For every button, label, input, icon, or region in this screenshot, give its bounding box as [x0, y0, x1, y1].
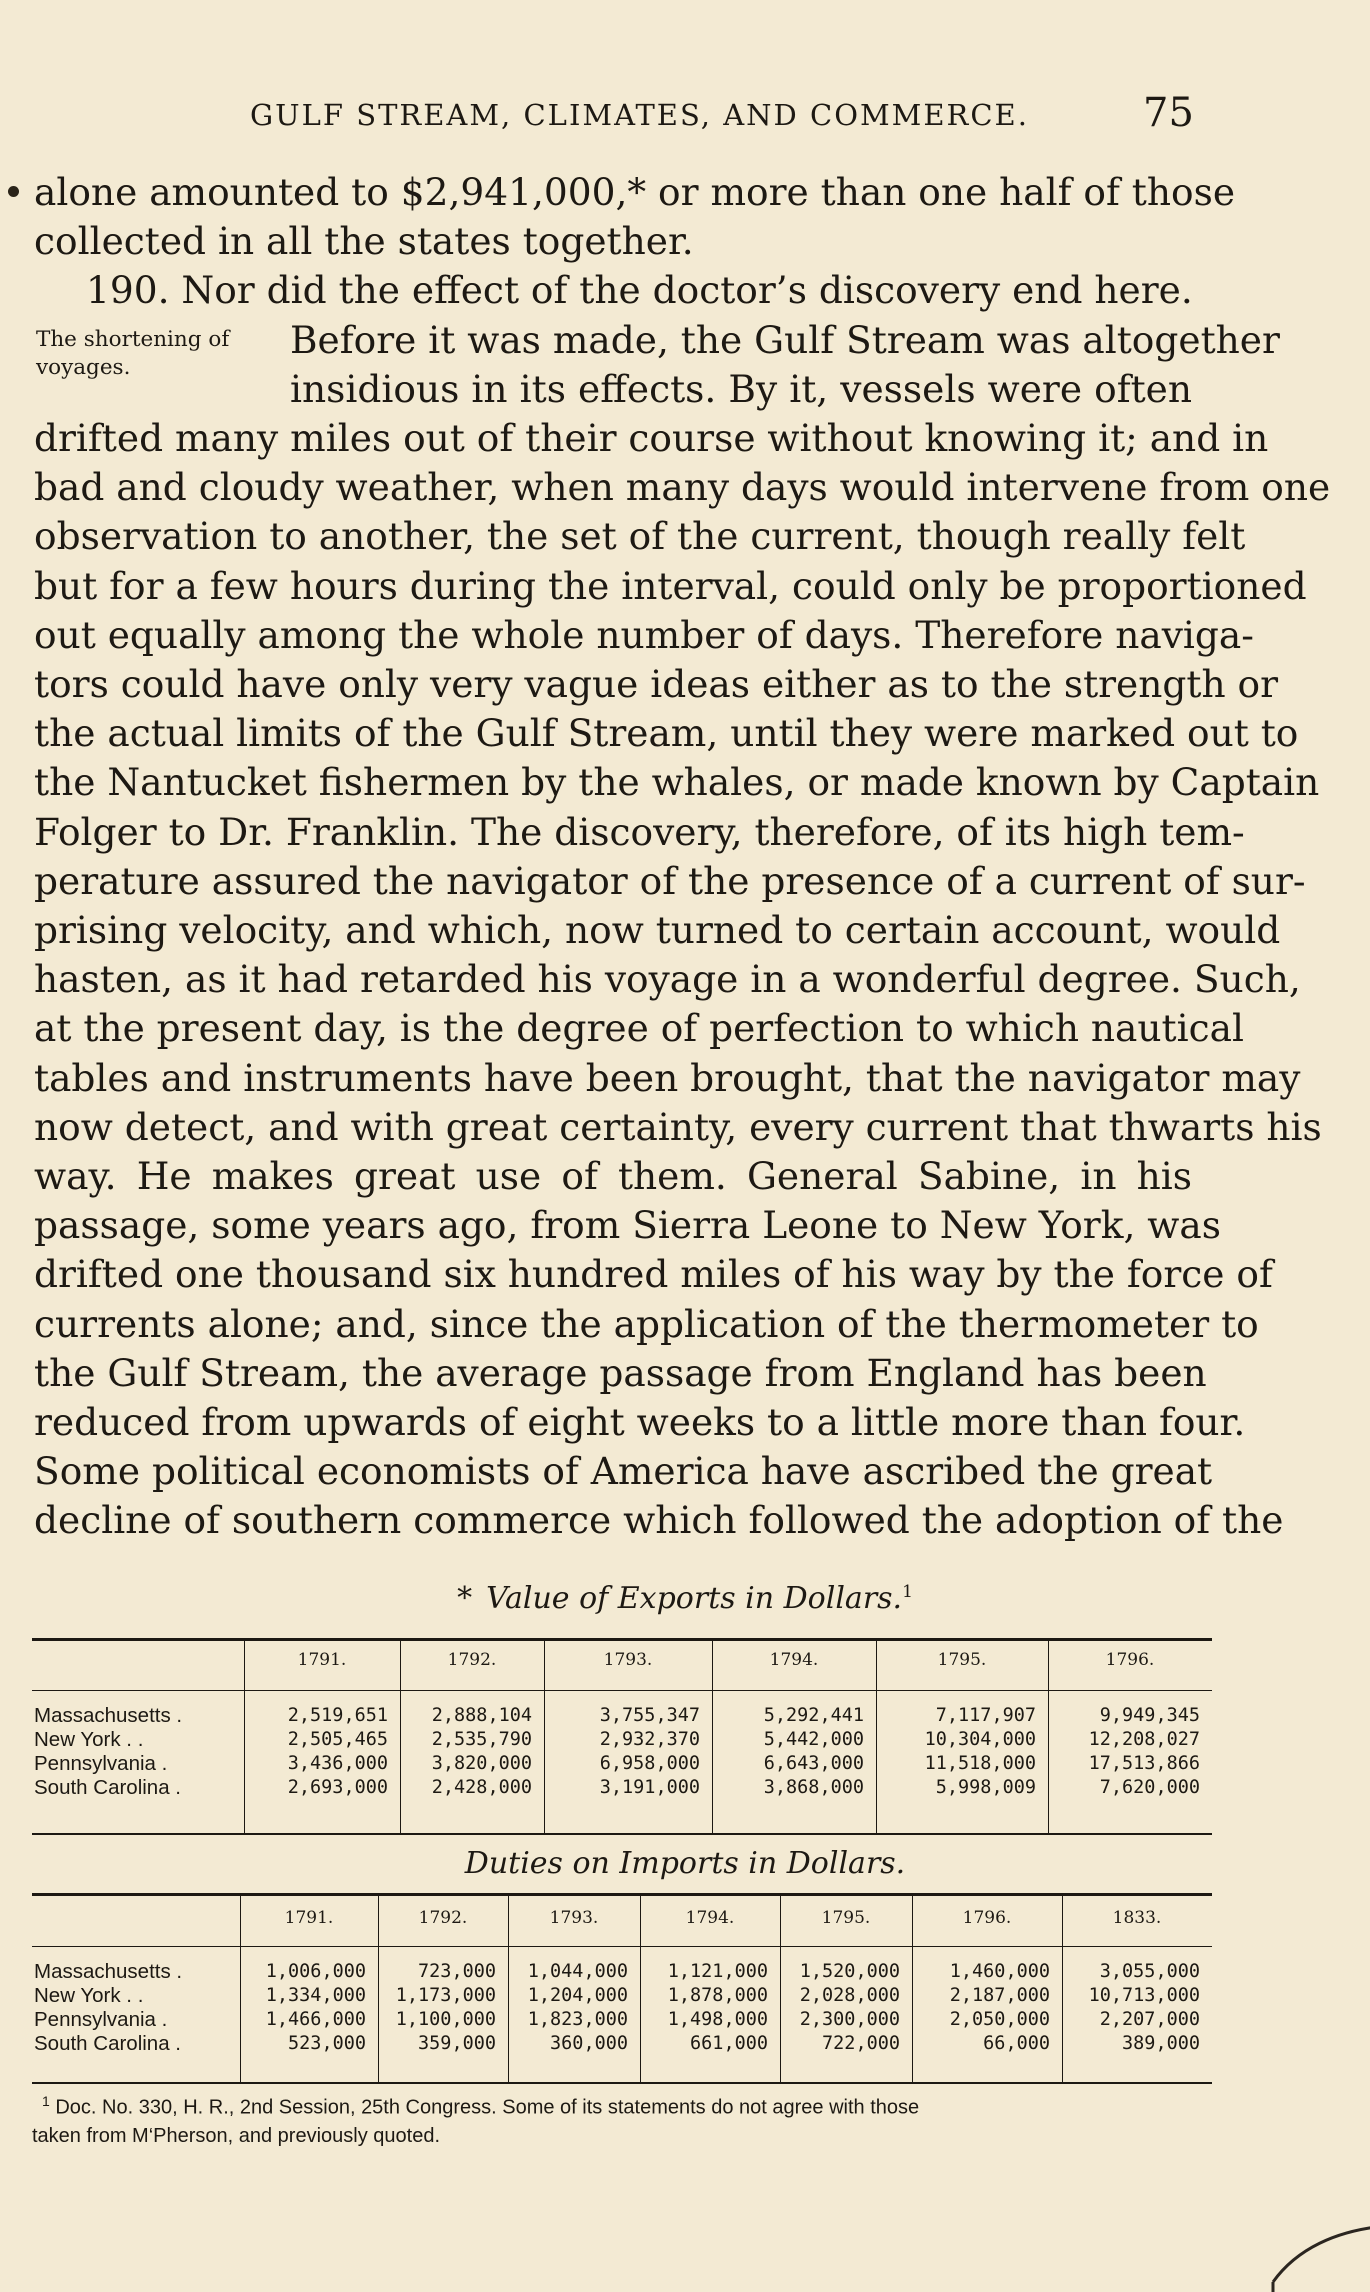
table-cell: 523,000 — [288, 2033, 366, 2054]
year-header: 1792. — [447, 1650, 497, 1670]
table-cell: 1,204,000 — [527, 1985, 628, 2006]
table-cell: 1,460,000 — [949, 1961, 1050, 1982]
body-line: passage, some years ago, from Sierra Leone to New York, was — [34, 1203, 1221, 1248]
table-cell: 6,958,000 — [599, 1753, 700, 1774]
table-cell: 5,998,009 — [935, 1777, 1036, 1798]
table-cell: 7,620,000 — [1099, 1777, 1200, 1798]
table-cell: 10,304,000 — [924, 1729, 1036, 1750]
table-cell: 389,000 — [1122, 2033, 1200, 2054]
table-cell: 1,100,000 — [395, 2009, 496, 2030]
table-bottom-rule — [32, 2082, 1212, 2084]
body-line: drifted one thousand six hundred miles of his way by the force of — [34, 1252, 1273, 1297]
body-line: prising velocity, and which, now turned to certain account, would — [34, 908, 1281, 952]
year-header: 1793. — [549, 1908, 599, 1928]
body-line: decline of southern commerce which followed the adoption of the — [34, 1498, 1284, 1543]
body-line: collected in all the states together. — [34, 219, 694, 264]
bullet-dot-icon — [8, 186, 19, 197]
state-name: Massachusetts . — [34, 1960, 183, 1983]
body-line: tors could have only very vague ideas either as to the strength or — [34, 662, 1279, 706]
table-cell: 1,823,000 — [527, 2009, 628, 2030]
body-line: Some political economists of America have ascribed the great — [34, 1449, 1213, 1494]
state-name: South Carolina . — [34, 2032, 182, 2055]
body-line: 190. Nor did the effect of the doctor’s discovery end here. — [86, 268, 1193, 313]
footnote — [32, 2087, 1212, 2150]
state-name: Massachusetts . — [34, 1704, 183, 1727]
body-line: hasten, as it had retarded his voyage in a wonderful degree. Such, — [34, 957, 1301, 1002]
table-cell: 360,000 — [550, 2033, 628, 2054]
table-cell: 2,505,465 — [287, 1729, 388, 1750]
caption-footnote-ref: 1 — [902, 1582, 913, 1602]
table-cell: 723,000 — [418, 1961, 496, 1982]
state-name: Pennsylvania . — [34, 1752, 168, 1775]
table-cell: 2,693,000 — [287, 1777, 388, 1798]
table-cell: 2,535,790 — [431, 1729, 532, 1750]
body-line: now detect, and with great certainty, every current that thwarts his — [34, 1104, 1322, 1149]
table-cell: 3,755,347 — [599, 1705, 700, 1726]
table-cell: 2,207,000 — [1099, 2009, 1200, 2030]
table-cell: 1,466,000 — [265, 2009, 366, 2030]
body-line: the actual limits of the Gulf Stream, until they were marked out to — [34, 711, 1299, 756]
table-cell: 2,050,000 — [949, 2009, 1050, 2030]
body-line: the Nantucket fishermen by the whales, or made known by Captain — [34, 760, 1320, 805]
table-cell: 5,442,000 — [763, 1729, 864, 1750]
footnote-marker: 1 — [42, 2093, 50, 2109]
table-cell: 722,000 — [822, 2033, 900, 2054]
exports-caption — [0, 1581, 1370, 1616]
table-cell: 2,300,000 — [799, 2009, 900, 2030]
table-cell: 1,121,000 — [667, 1961, 768, 1982]
year-header: 1791. — [284, 1908, 334, 1928]
year-header: 1795. — [937, 1650, 987, 1670]
pencil-mark-decoration — [1268, 2222, 1370, 2292]
margin-note-line: voyages. — [36, 354, 131, 380]
table-cell: 11,518,000 — [924, 1753, 1036, 1774]
body-line: drifted many miles out of their course without knowing it; and in — [34, 416, 1269, 460]
state-name: New York . . — [34, 1728, 144, 1751]
duties-caption-text: Duties on Imports in Dollars. — [464, 1846, 906, 1881]
state-name: South Carolina . — [34, 1776, 182, 1799]
table-bottom-rule — [32, 1833, 1212, 1835]
body-line: perature assured the navigator of the presence of a current of sur- — [34, 858, 1306, 903]
table-cell: 3,055,000 — [1099, 1961, 1200, 1982]
caption-asterisk: * — [457, 1581, 473, 1616]
table-cell: 5,292,441 — [763, 1705, 864, 1726]
body-line: observation to another, the set of the current, though really felt — [34, 514, 1246, 559]
year-header: 1796. — [1105, 1650, 1155, 1670]
table-cell: 2,932,370 — [599, 1729, 700, 1750]
body-line: Before it was made, the Gulf Stream was altogether — [290, 317, 1280, 362]
body-line: bad and cloudy weather, when many days would intervene from one — [34, 465, 1331, 510]
table-cell: 2,888,104 — [431, 1705, 532, 1726]
body-line: insidious in its effects. By it, vessels were often — [290, 366, 1192, 411]
table-cell: 2,519,651 — [287, 1705, 388, 1726]
body-line: currents alone; and, since the application of the thermometer to — [34, 1301, 1259, 1346]
table-cell: 66,000 — [983, 2033, 1050, 2054]
year-header: 1794. — [685, 1908, 735, 1928]
table-cell: 1,173,000 — [395, 1985, 496, 2006]
body-line: alone amounted to $2,941,000,* or more than one half of those — [34, 170, 1236, 214]
table-cell: 2,428,000 — [431, 1777, 532, 1798]
table-cell: 1,006,000 — [265, 1961, 366, 1982]
duties-caption — [0, 1846, 1370, 1881]
table-top-rule — [32, 1893, 1212, 1896]
table-cell: 7,117,907 — [935, 1705, 1036, 1726]
body-line: reduced from upwards of eight weeks to a little more than four. — [34, 1400, 1246, 1444]
exports-caption-text: Value of Exports in Dollars. — [486, 1581, 903, 1616]
table-cell: 359,000 — [418, 2033, 496, 2054]
table-header-rule — [32, 1690, 1212, 1691]
table-header-rule — [32, 1946, 1212, 1947]
table-top-rule — [32, 1638, 1212, 1641]
table-cell: 9,949,345 — [1099, 1705, 1200, 1726]
table-cell: 3,436,000 — [287, 1753, 388, 1774]
body-line: tables and instruments have been brought, that the navigator may — [34, 1055, 1301, 1100]
year-header: 1795. — [821, 1908, 871, 1928]
margin-note-line: The shortening of — [36, 326, 230, 352]
footnote-line-1: Doc. No. 330, H. R., 2nd Session, 25th Congress. Some of its statements do not agree with those — [55, 2096, 920, 2119]
year-header: 1794. — [769, 1650, 819, 1670]
state-name: New York . . — [34, 1984, 144, 2007]
margin-note — [36, 326, 229, 382]
table-cell: 6,643,000 — [763, 1753, 864, 1774]
table-cell: 661,000 — [690, 2033, 768, 2054]
table-cell: 3,191,000 — [599, 1777, 700, 1798]
body-line: way. He makes great use of them. General Sabine, in his — [34, 1154, 1192, 1198]
table-cell: 2,187,000 — [949, 1985, 1050, 2006]
table-cell: 1,334,000 — [265, 1985, 366, 2006]
running-header — [0, 90, 1370, 140]
body-line: the Gulf Stream, the average passage from England has been — [34, 1350, 1207, 1395]
state-name: Pennsylvania . — [34, 2008, 168, 2031]
year-header: 1793. — [603, 1650, 653, 1670]
year-header: 1791. — [297, 1650, 347, 1670]
footnote-line-2: taken from M‘Pherson, and previously quoted. — [32, 2124, 440, 2147]
table-cell: 10,713,000 — [1088, 1985, 1200, 2006]
body-line: Folger to Dr. Franklin. The discovery, therefore, of its high tem- — [34, 809, 1245, 854]
body-line: at the present day, is the degree of perfection to which nautical — [34, 1006, 1244, 1051]
body-line: but for a few hours during the interval, could only be proportioned — [34, 563, 1307, 608]
year-header: 1792. — [418, 1908, 468, 1928]
page-number: 75 — [1143, 90, 1194, 136]
table-cell: 17,513,866 — [1088, 1753, 1200, 1774]
year-header: 1796. — [962, 1908, 1012, 1928]
table-cell: 1,044,000 — [527, 1961, 628, 1982]
table-cell: 2,028,000 — [799, 1985, 900, 2006]
year-header: 1833. — [1112, 1908, 1162, 1928]
table-cell: 1,878,000 — [667, 1985, 768, 2006]
running-title: GULF STREAM, CLIMATES, AND COMMERCE. — [250, 98, 1029, 132]
table-cell: 3,820,000 — [431, 1753, 532, 1774]
table-cell: 12,208,027 — [1088, 1729, 1200, 1750]
body-line: out equally among the whole number of days. Therefore naviga- — [34, 612, 1254, 657]
table-cell: 1,520,000 — [799, 1961, 900, 1982]
table-cell: 1,498,000 — [667, 2009, 768, 2030]
table-cell: 3,868,000 — [763, 1777, 864, 1798]
